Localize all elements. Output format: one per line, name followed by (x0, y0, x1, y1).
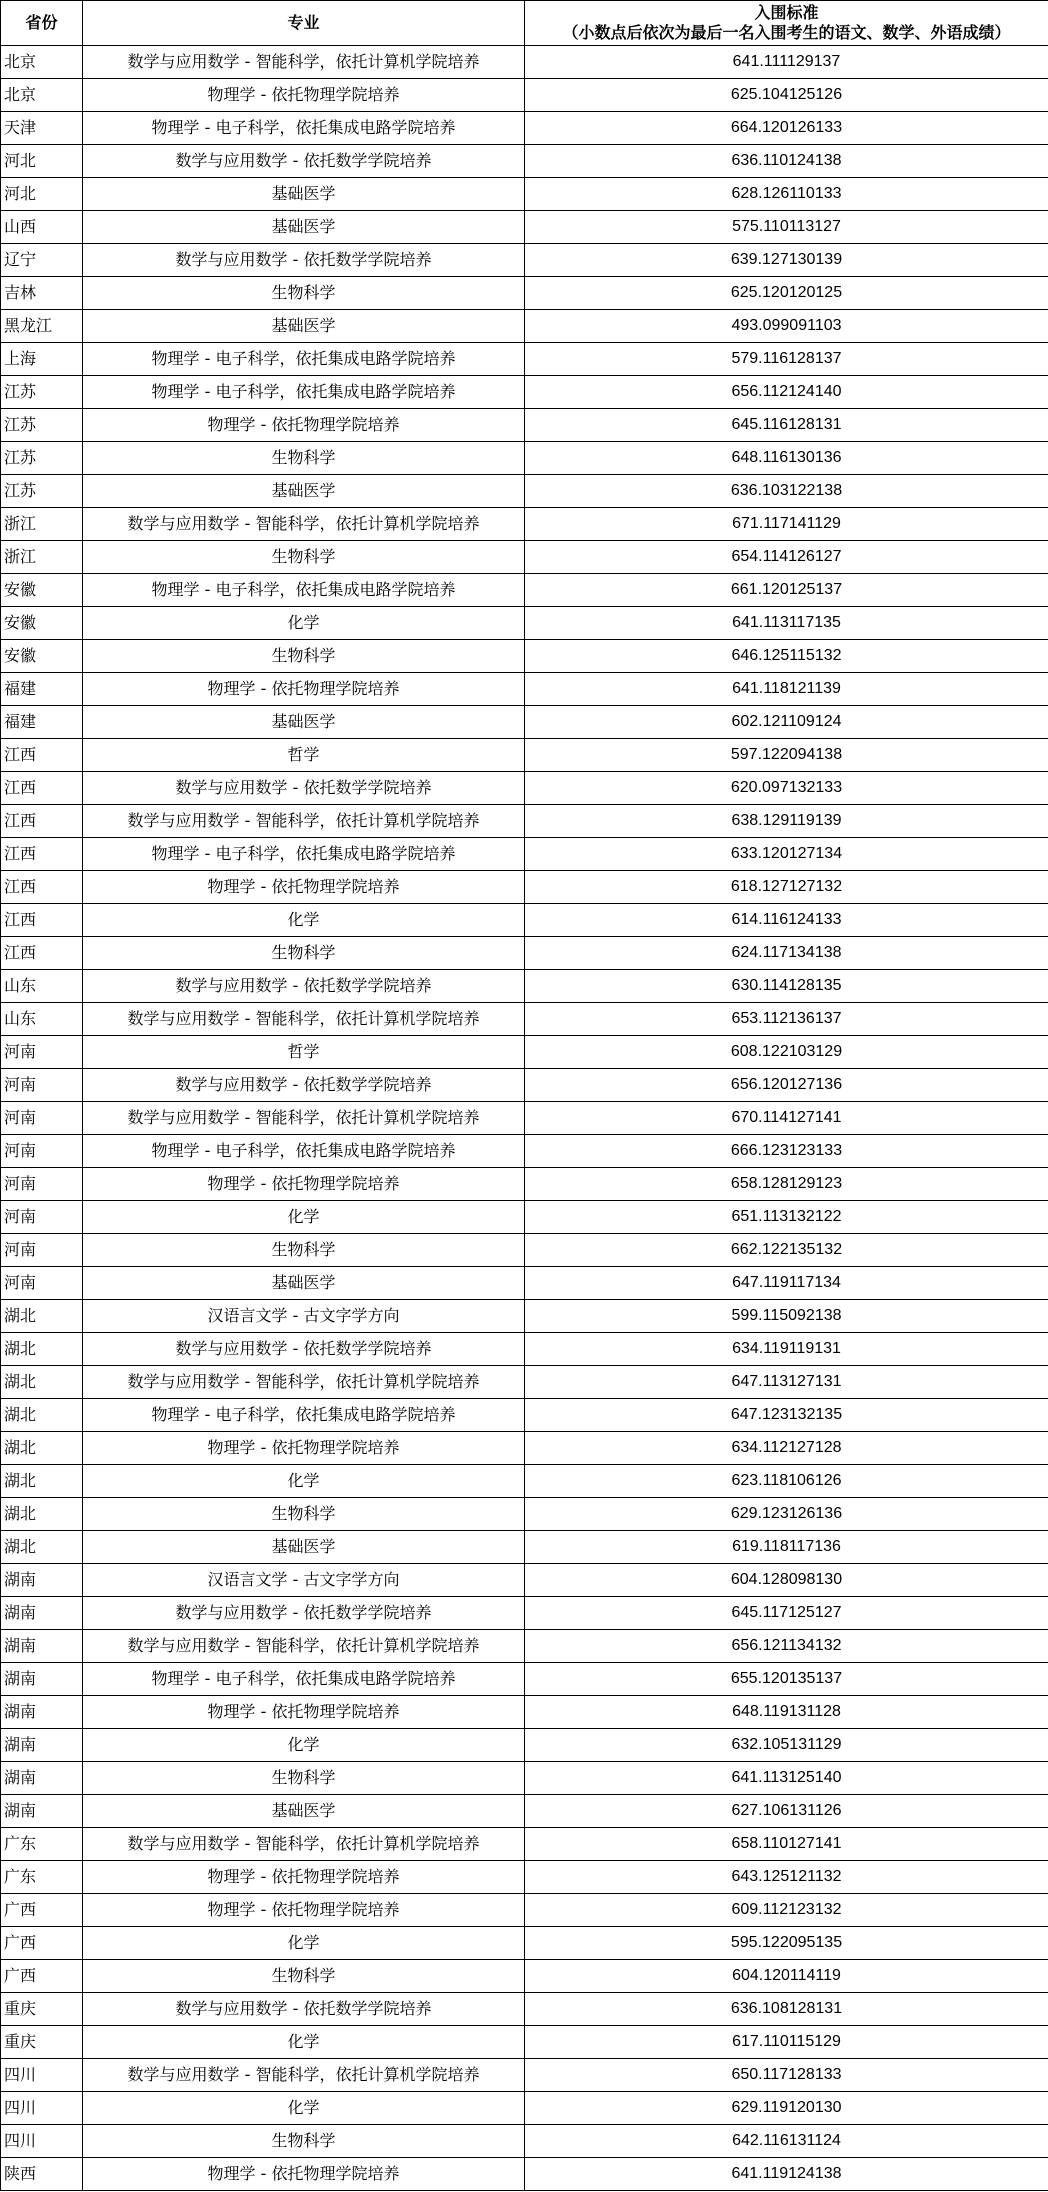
table-row (1, 1333, 1048, 1366)
table-row (1, 1003, 1048, 1036)
score-cell: 651.113132122 (525, 1201, 1048, 1234)
major-cell: 物理学 - 电子科学，依托集成电路学院培养 (83, 112, 525, 145)
major-cell: 物理学 - 电子科学，依托集成电路学院培养 (83, 1399, 525, 1432)
province-cell: 湖北 (1, 1300, 83, 1333)
province-cell: 湖北 (1, 1432, 83, 1465)
header-province: 省份 (1, 1, 83, 46)
province-cell: 河南 (1, 1036, 83, 1069)
score-cell: 625.104125126 (525, 79, 1048, 112)
major-cell: 基础医学 (83, 178, 525, 211)
major-cell: 数学与应用数学 - 智能科学，依托计算机学院培养 (83, 805, 525, 838)
major-cell: 基础医学 (83, 211, 525, 244)
province-cell: 湖北 (1, 1366, 83, 1399)
table-body (1, 46, 1048, 2191)
score-cell: 575.110113127 (525, 211, 1048, 244)
table-row (1, 310, 1048, 343)
score-cell: 643.125121132 (525, 1861, 1048, 1894)
table-row (1, 2026, 1048, 2059)
table-row (1, 1696, 1048, 1729)
province-cell: 江西 (1, 904, 83, 937)
major-cell: 数学与应用数学 - 智能科学，依托计算机学院培养 (83, 46, 525, 79)
score-cell: 636.108128131 (525, 1993, 1048, 2026)
major-cell: 物理学 - 电子科学，依托集成电路学院培养 (83, 1663, 525, 1696)
header-row (1, 1, 1048, 46)
table-row (1, 442, 1048, 475)
table-row (1, 772, 1048, 805)
table-row (1, 673, 1048, 706)
major-cell: 基础医学 (83, 310, 525, 343)
score-cell: 655.120135137 (525, 1663, 1048, 1696)
table-row (1, 343, 1048, 376)
province-cell: 辽宁 (1, 244, 83, 277)
province-cell: 广西 (1, 1960, 83, 1993)
table-row (1, 1399, 1048, 1432)
province-cell: 湖北 (1, 1333, 83, 1366)
major-cell: 化学 (83, 904, 525, 937)
province-cell: 重庆 (1, 2026, 83, 2059)
province-cell: 广西 (1, 1894, 83, 1927)
score-cell: 628.126110133 (525, 178, 1048, 211)
province-cell: 河南 (1, 1069, 83, 1102)
table-row (1, 112, 1048, 145)
table-row (1, 1927, 1048, 1960)
table-row (1, 1168, 1048, 1201)
province-cell: 河南 (1, 1102, 83, 1135)
major-cell: 基础医学 (83, 1531, 525, 1564)
major-cell: 基础医学 (83, 1795, 525, 1828)
province-cell: 湖南 (1, 1729, 83, 1762)
major-cell: 化学 (83, 1729, 525, 1762)
province-cell: 四川 (1, 2059, 83, 2092)
province-cell: 湖北 (1, 1465, 83, 1498)
score-cell: 638.129119139 (525, 805, 1048, 838)
major-cell: 数学与应用数学 - 智能科学，依托计算机学院培养 (83, 1630, 525, 1663)
major-cell: 基础医学 (83, 1267, 525, 1300)
province-cell: 安徽 (1, 607, 83, 640)
table-row (1, 1300, 1048, 1333)
province-cell: 江西 (1, 838, 83, 871)
major-cell: 物理学 - 依托物理学院培养 (83, 409, 525, 442)
province-cell: 河南 (1, 1135, 83, 1168)
table-row (1, 1861, 1048, 1894)
major-cell: 物理学 - 依托物理学院培养 (83, 871, 525, 904)
table-row (1, 1993, 1048, 2026)
province-cell: 河南 (1, 1267, 83, 1300)
table-row (1, 1729, 1048, 1762)
table-row (1, 79, 1048, 112)
table-row (1, 970, 1048, 1003)
score-cell: 627.106131126 (525, 1795, 1048, 1828)
province-cell: 河北 (1, 178, 83, 211)
score-cell: 664.120126133 (525, 112, 1048, 145)
score-cell: 648.116130136 (525, 442, 1048, 475)
table-row (1, 145, 1048, 178)
major-cell: 数学与应用数学 - 依托数学学院培养 (83, 145, 525, 178)
province-cell: 江苏 (1, 442, 83, 475)
province-cell: 陕西 (1, 2158, 83, 2191)
score-cell: 629.123126136 (525, 1498, 1048, 1531)
score-cell: 624.117134138 (525, 937, 1048, 970)
table-row (1, 1036, 1048, 1069)
table-row (1, 805, 1048, 838)
province-cell: 河南 (1, 1234, 83, 1267)
major-cell: 数学与应用数学 - 依托数学学院培养 (83, 244, 525, 277)
province-cell: 安徽 (1, 640, 83, 673)
score-cell: 641.113125140 (525, 1762, 1048, 1795)
province-cell: 湖南 (1, 1795, 83, 1828)
major-cell: 生物科学 (83, 640, 525, 673)
table-row (1, 1894, 1048, 1927)
province-cell: 安徽 (1, 574, 83, 607)
major-cell: 哲学 (83, 1036, 525, 1069)
table-row (1, 904, 1048, 937)
header-major: 专业 (83, 1, 525, 46)
score-cell: 619.118117136 (525, 1531, 1048, 1564)
major-cell: 物理学 - 电子科学，依托集成电路学院培养 (83, 376, 525, 409)
province-cell: 江西 (1, 739, 83, 772)
province-cell: 广西 (1, 1927, 83, 1960)
table-row (1, 46, 1048, 79)
header-score-note: （小数点后依次为最后一名入围考生的语文、数学、外语成绩） (562, 23, 1011, 42)
score-cell: 653.112136137 (525, 1003, 1048, 1036)
table-row (1, 1267, 1048, 1300)
table-row (1, 2092, 1048, 2125)
table-row (1, 1828, 1048, 1861)
score-cell: 595.122095135 (525, 1927, 1048, 1960)
major-cell: 数学与应用数学 - 智能科学，依托计算机学院培养 (83, 508, 525, 541)
table-row (1, 409, 1048, 442)
major-cell: 基础医学 (83, 706, 525, 739)
province-cell: 湖南 (1, 1564, 83, 1597)
major-cell: 物理学 - 电子科学，依托集成电路学院培养 (83, 838, 525, 871)
major-cell: 生物科学 (83, 1498, 525, 1531)
score-cell: 647.123132135 (525, 1399, 1048, 1432)
province-cell: 湖北 (1, 1531, 83, 1564)
major-cell: 哲学 (83, 739, 525, 772)
table-row (1, 1201, 1048, 1234)
score-cell: 658.110127141 (525, 1828, 1048, 1861)
province-cell: 浙江 (1, 508, 83, 541)
score-cell: 634.119119131 (525, 1333, 1048, 1366)
province-cell: 广东 (1, 1828, 83, 1861)
table-row (1, 1795, 1048, 1828)
score-cell: 641.118121139 (525, 673, 1048, 706)
table-row (1, 1432, 1048, 1465)
table-row (1, 376, 1048, 409)
major-cell: 物理学 - 依托物理学院培养 (83, 1168, 525, 1201)
score-cell: 639.127130139 (525, 244, 1048, 277)
major-cell: 基础医学 (83, 475, 525, 508)
score-cell: 629.119120130 (525, 2092, 1048, 2125)
table-row (1, 1762, 1048, 1795)
table-row (1, 1102, 1048, 1135)
table-row (1, 1135, 1048, 1168)
province-cell: 江苏 (1, 376, 83, 409)
table-row (1, 244, 1048, 277)
header-score-title: 入围标准 (754, 3, 819, 22)
score-cell: 648.119131128 (525, 1696, 1048, 1729)
province-cell: 四川 (1, 2092, 83, 2125)
table-row (1, 1069, 1048, 1102)
score-cell: 642.116131124 (525, 2125, 1048, 2158)
table-row (1, 937, 1048, 970)
province-cell: 湖北 (1, 1498, 83, 1531)
score-cell: 647.113127131 (525, 1366, 1048, 1399)
major-cell: 生物科学 (83, 937, 525, 970)
score-cell: 661.120125137 (525, 574, 1048, 607)
table-row (1, 1564, 1048, 1597)
province-cell: 湖南 (1, 1597, 83, 1630)
score-cell: 618.127127132 (525, 871, 1048, 904)
score-cell: 641.111129137 (525, 46, 1048, 79)
major-cell: 数学与应用数学 - 依托数学学院培养 (83, 1993, 525, 2026)
table-row (1, 1531, 1048, 1564)
score-cell: 646.125115132 (525, 640, 1048, 673)
score-cell: 656.121134132 (525, 1630, 1048, 1663)
major-cell: 生物科学 (83, 442, 525, 475)
major-cell: 化学 (83, 607, 525, 640)
province-cell: 湖南 (1, 1630, 83, 1663)
score-cell: 625.120120125 (525, 277, 1048, 310)
table-row (1, 706, 1048, 739)
table-row (1, 211, 1048, 244)
table-row (1, 640, 1048, 673)
table-row (1, 1234, 1048, 1267)
major-cell: 数学与应用数学 - 智能科学，依托计算机学院培养 (83, 1102, 525, 1135)
major-cell: 数学与应用数学 - 智能科学，依托计算机学院培养 (83, 1828, 525, 1861)
table-row (1, 2125, 1048, 2158)
table-row (1, 2059, 1048, 2092)
table-row (1, 178, 1048, 211)
table-row (1, 1465, 1048, 1498)
major-cell: 化学 (83, 1927, 525, 1960)
major-cell: 汉语言文学 - 古文字学方向 (83, 1564, 525, 1597)
table-row (1, 607, 1048, 640)
score-cell: 658.128129123 (525, 1168, 1048, 1201)
province-cell: 广东 (1, 1861, 83, 1894)
score-cell: 633.120127134 (525, 838, 1048, 871)
province-cell: 江西 (1, 805, 83, 838)
major-cell: 生物科学 (83, 1234, 525, 1267)
score-cell: 579.116128137 (525, 343, 1048, 376)
major-cell: 生物科学 (83, 2125, 525, 2158)
table-row (1, 838, 1048, 871)
score-cell: 597.122094138 (525, 739, 1048, 772)
major-cell: 数学与应用数学 - 依托数学学院培养 (83, 772, 525, 805)
major-cell: 物理学 - 依托物理学院培养 (83, 1696, 525, 1729)
major-cell: 物理学 - 电子科学，依托集成电路学院培养 (83, 343, 525, 376)
province-cell: 湖南 (1, 1696, 83, 1729)
province-cell: 江西 (1, 871, 83, 904)
major-cell: 生物科学 (83, 541, 525, 574)
major-cell: 化学 (83, 1465, 525, 1498)
province-cell: 湖南 (1, 1762, 83, 1795)
score-cell: 650.117128133 (525, 2059, 1048, 2092)
major-cell: 数学与应用数学 - 依托数学学院培养 (83, 1069, 525, 1102)
score-cell: 671.117141129 (525, 508, 1048, 541)
province-cell: 福建 (1, 673, 83, 706)
table-row (1, 541, 1048, 574)
score-cell: 656.120127136 (525, 1069, 1048, 1102)
score-cell: 632.105131129 (525, 1729, 1048, 1762)
score-cell: 623.118106126 (525, 1465, 1048, 1498)
province-cell: 上海 (1, 343, 83, 376)
province-cell: 河南 (1, 1168, 83, 1201)
major-cell: 数学与应用数学 - 依托数学学院培养 (83, 1597, 525, 1630)
major-cell: 物理学 - 依托物理学院培养 (83, 79, 525, 112)
score-cell: 670.114127141 (525, 1102, 1048, 1135)
province-cell: 湖北 (1, 1399, 83, 1432)
score-cell: 602.121109124 (525, 706, 1048, 739)
province-cell: 江西 (1, 772, 83, 805)
score-cell: 609.112123132 (525, 1894, 1048, 1927)
province-cell: 北京 (1, 79, 83, 112)
table-row (1, 1960, 1048, 1993)
province-cell: 福建 (1, 706, 83, 739)
table-row (1, 1663, 1048, 1696)
score-cell: 666.123123133 (525, 1135, 1048, 1168)
score-cell: 493.099091103 (525, 310, 1048, 343)
province-cell: 河北 (1, 145, 83, 178)
major-cell: 数学与应用数学 - 依托数学学院培养 (83, 1333, 525, 1366)
province-cell: 天津 (1, 112, 83, 145)
province-cell: 江苏 (1, 409, 83, 442)
province-cell: 江西 (1, 937, 83, 970)
province-cell: 山东 (1, 1003, 83, 1036)
header-score (525, 1, 1048, 46)
province-cell: 湖南 (1, 1663, 83, 1696)
score-cell: 634.112127128 (525, 1432, 1048, 1465)
score-cell: 636.103122138 (525, 475, 1048, 508)
score-cell: 654.114126127 (525, 541, 1048, 574)
score-cell: 604.128098130 (525, 1564, 1048, 1597)
major-cell: 物理学 - 电子科学，依托集成电路学院培养 (83, 574, 525, 607)
major-cell: 生物科学 (83, 1960, 525, 1993)
table-row (1, 1498, 1048, 1531)
score-cell: 662.122135132 (525, 1234, 1048, 1267)
province-cell: 重庆 (1, 1993, 83, 2026)
table-row (1, 1366, 1048, 1399)
score-cell: 599.115092138 (525, 1300, 1048, 1333)
province-cell: 山西 (1, 211, 83, 244)
table-row (1, 871, 1048, 904)
major-cell: 数学与应用数学 - 智能科学，依托计算机学院培养 (83, 1366, 525, 1399)
province-cell: 浙江 (1, 541, 83, 574)
score-cell: 641.113117135 (525, 607, 1048, 640)
score-cell: 647.119117134 (525, 1267, 1048, 1300)
table-row (1, 1597, 1048, 1630)
major-cell: 物理学 - 电子科学，依托集成电路学院培养 (83, 1135, 525, 1168)
major-cell: 化学 (83, 2092, 525, 2125)
major-cell: 物理学 - 依托物理学院培养 (83, 673, 525, 706)
province-cell: 吉林 (1, 277, 83, 310)
score-cell: 608.122103129 (525, 1036, 1048, 1069)
score-cell: 614.116124133 (525, 904, 1048, 937)
score-cell: 617.110115129 (525, 2026, 1048, 2059)
score-cell: 636.110124138 (525, 145, 1048, 178)
score-cell: 645.117125127 (525, 1597, 1048, 1630)
province-cell: 北京 (1, 46, 83, 79)
table-row (1, 739, 1048, 772)
score-cell: 620.097132133 (525, 772, 1048, 805)
table-row (1, 2158, 1048, 2191)
province-cell: 山东 (1, 970, 83, 1003)
table-row (1, 574, 1048, 607)
major-cell: 物理学 - 依托物理学院培养 (83, 1894, 525, 1927)
major-cell: 数学与应用数学 - 智能科学，依托计算机学院培养 (83, 2059, 525, 2092)
table-row (1, 1630, 1048, 1663)
major-cell: 生物科学 (83, 1762, 525, 1795)
major-cell: 生物科学 (83, 277, 525, 310)
score-cell: 604.120114119 (525, 1960, 1048, 1993)
major-cell: 数学与应用数学 - 智能科学，依托计算机学院培养 (83, 1003, 525, 1036)
score-cell: 630.114128135 (525, 970, 1048, 1003)
province-cell: 黑龙江 (1, 310, 83, 343)
major-cell: 物理学 - 依托物理学院培养 (83, 1861, 525, 1894)
score-cell: 641.119124138 (525, 2158, 1048, 2191)
score-cell: 645.116128131 (525, 409, 1048, 442)
major-cell: 化学 (83, 1201, 525, 1234)
table-row (1, 508, 1048, 541)
province-cell: 江苏 (1, 475, 83, 508)
major-cell: 数学与应用数学 - 依托数学学院培养 (83, 970, 525, 1003)
table-row (1, 277, 1048, 310)
major-cell: 物理学 - 依托物理学院培养 (83, 1432, 525, 1465)
province-cell: 河南 (1, 1201, 83, 1234)
province-cell: 四川 (1, 2125, 83, 2158)
major-cell: 汉语言文学 - 古文字学方向 (83, 1300, 525, 1333)
major-cell: 物理学 - 依托物理学院培养 (83, 2158, 525, 2191)
score-cell: 656.112124140 (525, 376, 1048, 409)
table-row (1, 475, 1048, 508)
major-cell: 化学 (83, 2026, 525, 2059)
